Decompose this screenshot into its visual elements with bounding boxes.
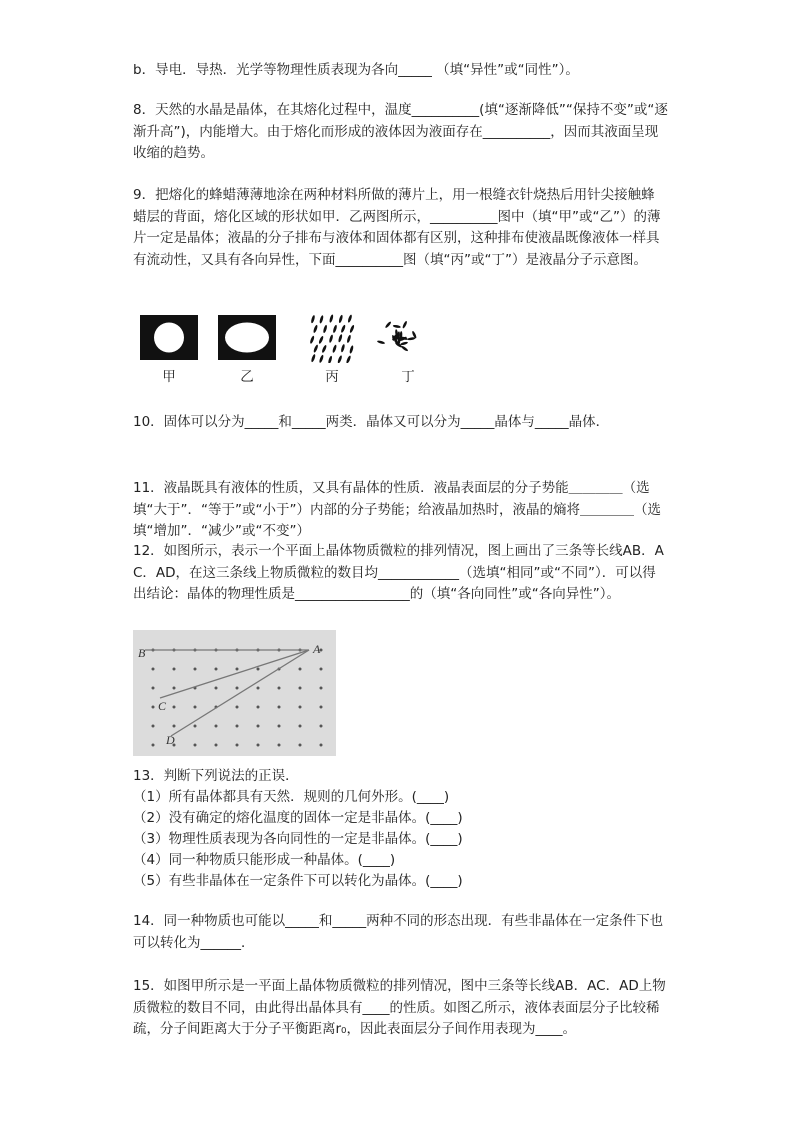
random-molecules-icon bbox=[377, 321, 417, 352]
molecule bbox=[338, 315, 343, 324]
question-13-item-4: （4）同一种物质只能形成一种晶体。(____) bbox=[133, 852, 396, 868]
lattice-dot bbox=[299, 744, 302, 747]
molecule bbox=[318, 335, 324, 344]
question-10: 10．固体可以分为_____和_____两类．晶体又可以分为_____晶体与_____晶体． bbox=[133, 414, 610, 430]
lattice-dot bbox=[320, 706, 323, 709]
lattice-dot bbox=[194, 744, 197, 747]
molecule bbox=[321, 344, 327, 353]
molecule bbox=[311, 354, 317, 363]
lattice-dot bbox=[215, 687, 218, 690]
molecule bbox=[401, 345, 409, 352]
molecule bbox=[347, 314, 352, 323]
lattice-dot bbox=[236, 687, 239, 690]
figure-12-drawing bbox=[133, 630, 336, 756]
molecule bbox=[310, 315, 315, 324]
lattice-dot bbox=[257, 744, 260, 747]
lattice-dot bbox=[215, 668, 218, 671]
figure-label-jia: 甲 bbox=[162, 369, 176, 385]
lattice-dot bbox=[173, 668, 176, 671]
question-13-item-1: （1）所有晶体都具有天然．规则的几何外形。(____) bbox=[133, 789, 450, 805]
molecule bbox=[400, 341, 408, 346]
question-13-item-5: （5）有些非晶体在一定条件下可以转化为晶体。(____) bbox=[133, 873, 463, 889]
question-9: 9．把熔化的蜂蜡薄薄地涂在两种材料所做的薄片上，用一根缝衣针烧热后用针尖接触蜂蜡层的背面，熔化区域的形状如甲．乙两图所示，__________图中（填“甲”或“乙”）的薄片一定是晶体；液晶的分子排布与液体和固体都有区别，这种排布使液晶既像液体一样具有流动性，又具有各向异性，下面__________图（填“丙”或“丁”）是液晶分子示意图。 bbox=[133, 187, 661, 268]
question-13-title: 13．判断下列说法的正误． bbox=[133, 768, 299, 784]
molecule bbox=[349, 324, 355, 333]
molecule bbox=[385, 321, 392, 329]
lattice-dot bbox=[194, 706, 197, 709]
point-c-label: C bbox=[158, 699, 167, 713]
point-a-label: A bbox=[313, 642, 321, 656]
lattice-dot bbox=[152, 668, 155, 671]
question-13-item-3: （3）物理性质表现为各向同性的一定是非晶体。(____) bbox=[133, 831, 463, 847]
line-ad bbox=[171, 650, 309, 736]
lattice-dot bbox=[236, 725, 239, 728]
molecule bbox=[329, 334, 334, 343]
lattice-dot bbox=[152, 687, 155, 690]
circle-melt-region bbox=[154, 323, 184, 353]
question-15: 15．如图甲所示是一平面上晶体物质微粒的排列情况，图中三条等长线AB．AC．AD上物质微粒的数目不同，由此得出晶体具有____的性质。如图乙所示，液体表面层分子比较稀疏，分子间距离大于分子平衡距离r₀，因此表面层分子间作用表现为____。 bbox=[133, 978, 666, 1037]
molecule bbox=[338, 334, 343, 343]
lattice-dot bbox=[278, 725, 281, 728]
lattice-dot bbox=[152, 744, 155, 747]
lattice-dot bbox=[299, 687, 302, 690]
lattice-dot bbox=[320, 668, 323, 671]
point-b-label: B bbox=[138, 646, 146, 660]
lattice-dot bbox=[278, 706, 281, 709]
molecule bbox=[323, 325, 328, 334]
figure-label-ding: 丁 bbox=[401, 369, 415, 385]
molecule bbox=[346, 355, 352, 363]
molecule bbox=[313, 324, 319, 333]
question-b: b．导电．导热．光学等物理性质表现为各向_____ （填“异性”或“同性”）。 bbox=[133, 62, 579, 78]
figure-12 bbox=[133, 630, 336, 756]
molecule bbox=[332, 324, 337, 333]
lattice-dot bbox=[152, 706, 155, 709]
molecule bbox=[319, 315, 324, 324]
molecule bbox=[402, 321, 408, 329]
lattice-dot bbox=[236, 668, 239, 671]
lattice-dot bbox=[152, 725, 155, 728]
question-13-item-2: （2）没有确定的熔化温度的固体一定是非晶体。(____) bbox=[133, 810, 463, 826]
lattice-dot bbox=[173, 687, 176, 690]
lattice-dot bbox=[320, 744, 323, 747]
figure-label-yi: 乙 bbox=[240, 369, 254, 385]
molecule bbox=[407, 337, 415, 341]
molecule bbox=[377, 340, 385, 345]
molecule bbox=[349, 345, 354, 354]
molecule bbox=[346, 334, 351, 343]
liquid-crystal-molecules-icon bbox=[309, 314, 355, 363]
lattice-dot bbox=[278, 744, 281, 747]
lattice-dot bbox=[215, 744, 218, 747]
lattice-dot bbox=[173, 725, 176, 728]
molecule bbox=[340, 344, 345, 353]
line-ac bbox=[160, 650, 309, 698]
molecule bbox=[319, 354, 325, 363]
molecule bbox=[313, 344, 319, 353]
lattice-dot bbox=[299, 725, 302, 728]
question-8: 8．天然的水晶是晶体，在其熔化过程中，温度__________(填“逐渐降低”“保持不变”或“逐渐升高”)，内能增大。由于熔化而形成的液体因为液面存在__________，因而其液面呈现收缩的趋势。 bbox=[133, 102, 668, 161]
molecule bbox=[393, 324, 401, 328]
lattice-dot bbox=[257, 687, 260, 690]
question-12: 12．如图所示，表示一个平面上晶体物质微粒的排列情况，图上画出了三条等长线AB．AC．AD，在这三条线上物质微粒的数目均____________（选填“相同”或“不同”）．可以得出结论：晶体的物理性质是_________________的（填“各向同性”或“各向异性”）。 bbox=[133, 543, 664, 602]
lattice-dot bbox=[278, 687, 281, 690]
lattice-dot bbox=[236, 706, 239, 709]
ellipse-melt-region bbox=[225, 323, 269, 353]
lattice-dot bbox=[299, 706, 302, 709]
lattice-dot bbox=[320, 725, 323, 728]
lattice-dot bbox=[257, 725, 260, 728]
molecule bbox=[337, 355, 343, 363]
question-11: 11．液晶既具有液体的性质，又具有晶体的性质．液晶表面层的分子势能＿＿＿＿（选填“大于”．“等于”或“小于”）内部的分子势能；给液晶加热时，液晶的熵将＿＿＿＿（选填“增加”．“减少”或“不变”） bbox=[133, 480, 661, 539]
lattice-dot bbox=[215, 725, 218, 728]
molecule bbox=[332, 344, 337, 353]
lattice-dot bbox=[299, 668, 302, 671]
molecule bbox=[340, 324, 346, 333]
lattice-dot bbox=[257, 706, 260, 709]
molecule bbox=[328, 355, 333, 363]
question-14: 14．同一种物质也可能以_____和_____两种不同的形态出现．有些非晶体在一定条件下也可以转化为______． bbox=[133, 913, 664, 951]
figure-9 bbox=[140, 313, 440, 383]
lattice-dot bbox=[194, 668, 197, 671]
molecule bbox=[329, 314, 334, 323]
figure-label-bing: 丙 bbox=[325, 369, 339, 385]
lattice-dot bbox=[194, 725, 197, 728]
figure-9-drawing bbox=[140, 313, 440, 363]
molecule bbox=[398, 336, 401, 344]
molecule bbox=[309, 335, 315, 344]
lattice-dot bbox=[236, 744, 239, 747]
point-d-label: D bbox=[166, 733, 175, 747]
lattice-dot bbox=[173, 706, 176, 709]
lattice-dot bbox=[320, 687, 323, 690]
lattice-dot bbox=[257, 668, 260, 671]
